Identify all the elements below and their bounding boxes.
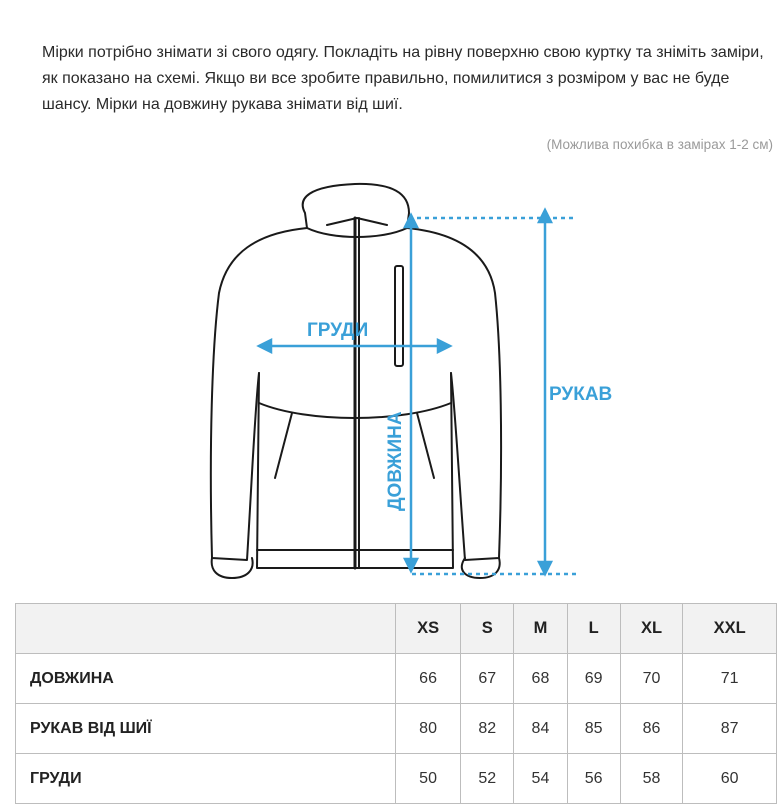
table-row	[16, 654, 777, 704]
length-label: ДОВЖИНА	[385, 411, 406, 511]
row-label-sleeve: РУКАВ ВІД ШИЇ	[16, 704, 396, 754]
table-cell: 56	[567, 754, 620, 804]
table-cell: 80	[396, 704, 461, 754]
jacket-diagram	[197, 178, 612, 591]
table-cell: 58	[620, 754, 683, 804]
size-table	[15, 603, 777, 804]
table-row	[16, 754, 777, 804]
table-cell: 87	[683, 704, 777, 754]
table-cell: 54	[514, 754, 567, 804]
table-corner	[16, 604, 396, 654]
table-cell: 68	[514, 654, 567, 704]
table-cell: 52	[461, 754, 514, 804]
table-cell: 82	[461, 704, 514, 754]
table-cell: 69	[567, 654, 620, 704]
measurement-note: (Можлива похибка в замірах 1-2 см)	[546, 137, 773, 152]
row-label-length: ДОВЖИНА	[16, 654, 396, 704]
chest-label: ГРУДИ	[307, 320, 369, 341]
table-cell: 86	[620, 704, 683, 754]
table-cell: 66	[396, 654, 461, 704]
table-cell: 71	[683, 654, 777, 704]
size-header-xxl: XXL	[683, 604, 777, 654]
size-header-m: M	[514, 604, 567, 654]
size-header-s: S	[461, 604, 514, 654]
table-cell: 50	[396, 754, 461, 804]
row-label-chest: ГРУДИ	[16, 754, 396, 804]
table-row	[16, 704, 777, 754]
jacket-outline-icon	[197, 178, 612, 591]
table-cell: 60	[683, 754, 777, 804]
table-cell: 85	[567, 704, 620, 754]
size-header-xl: XL	[620, 604, 683, 654]
size-header-l: L	[567, 604, 620, 654]
table-cell: 70	[620, 654, 683, 704]
table-cell: 67	[461, 654, 514, 704]
table-cell: 84	[514, 704, 567, 754]
sleeve-label: РУКАВ	[549, 384, 612, 405]
intro-text: Мірки потрібно знімати зі свого одягу. Покладіть на рівну поверхню свою куртку та зніміть заміри, як показано на схемі. Якщо ви все зробите правильно, помилитися з розміром у вас не буде шансу. Мірки на довжину рукава знімати від шиї.	[42, 44, 764, 113]
size-header-xs: XS	[396, 604, 461, 654]
size-header-row	[16, 604, 777, 654]
